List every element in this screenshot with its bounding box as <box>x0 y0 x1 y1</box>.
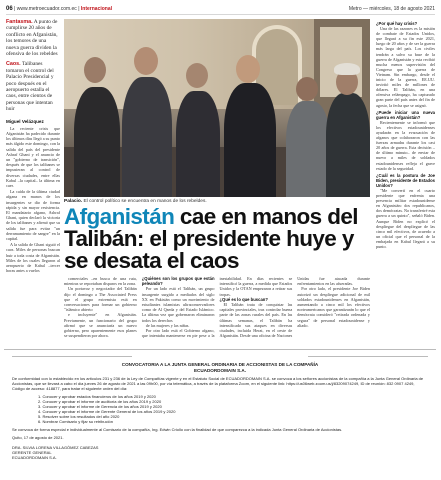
brief-text: A punto de cumplirse 20 años de conflicto en Afganistán, los temores de una nueva guerra dividen la ofensiva de los rebeldes <box>6 19 58 58</box>
paragraph: Por otro lado está el Gobierno afgano, que intentaba mantenerse en pie pese a la inestabilidad. En días recientes se intensificó la guerra, a medida que Estados Unidos y la OTAN empezaron a retirar sus tropas. <box>141 276 293 339</box>
question-heading: ¿Puede iniciar una nueva guerra en Afganistán? <box>376 109 435 120</box>
notice-note: Se convoca de forma especial e individualmente al Comisario de la compañía, Ing. Edwin Criollo con la finalidad de que comparezca a la indicada Junta General Ordinaria de Accionistas. <box>12 427 343 433</box>
paragraph: La reciente crisis que Afganistán ha padecido durante los últimos días llegó a su punto más álgido este domingo, con la salida del país del presidente Ashraf Ghani y el anuncio de un "gobierno de transición", después de que los talibanes se impusieran al control de diversas ciudades, entre ellas Kabul –la capital– la última en caer. <box>6 125 60 188</box>
notice-company: ECUADORDOMAIN S.A. <box>193 367 247 373</box>
divider <box>308 356 428 357</box>
headline <box>64 206 370 272</box>
paragraph: Recientemente se informó que los efectivos estadounidenses ayudarán en la evacuación de afganos que colaboraron con las fuerzas armadas durante los casi 20 años de guerra. Esta decisión –de último minuto– de enviar de nuevo a miles de soldados estadounidenses refleja el grave estado de la seguridad. <box>376 119 435 171</box>
agenda-item: 6. Nombrar Comisario y fijar su retribución <box>38 419 113 425</box>
headline-rest: cae en manos del Talibán: el presidente huye y se desata el caos <box>64 204 358 273</box>
paragraph: Por otro lado, el presidente Joe Biden autorizó un despliegue adicional de mil soldados estadounidenses en Afganistán, aumentando a cinco mil los efectivos norteamericanos que garantizarán lo que el demócrata consideró "retirada ordenada y segura" de personal estadounidense y aliado. <box>297 286 370 328</box>
paragraph: Un portavoz y negociador del Talibán dijo el domingo a The Associated Press que el grupo extremista está en conversaciones para formar un gobierno "islámico abierto <box>64 286 137 313</box>
paragraph: comerciales –en busca de una ruta, mientras se reportaban disparos en la zona. <box>64 276 137 287</box>
headline-highlight: Afganistán <box>64 204 175 229</box>
caption-text: El control político se encuentra en manos de los rebeldes. <box>83 199 207 204</box>
brief-keyword: Caos. <box>6 61 21 68</box>
article-intro <box>6 126 60 274</box>
question-heading: ¿Cuál es la postura de Joe Biden, presidente de Estados Unidos? <box>376 172 435 188</box>
photo-head <box>84 57 106 83</box>
agenda-item: 3. Conocer y aprobar el informe de Gerencia de los años 2019 y 2020 <box>38 404 162 410</box>
agenda-item: 1. Conocer y aprobar estados financieros de los años 2019 y 2020 <box>38 394 156 400</box>
caption-keyword: Palacio. <box>64 199 83 204</box>
subheading: ¿Quiénes son los grupos que están peleando? <box>141 276 215 287</box>
photo-person <box>286 101 330 197</box>
photo-person <box>326 93 370 197</box>
author-byline: Miguel Velázquez <box>6 118 44 124</box>
notice-title-line: CONVOCATORIA A LA JUNTA GENERAL ORDINARIA DE ACCIONISTAS DE LA COMPAÑÍA <box>121 362 319 367</box>
page-number: 06 <box>6 6 13 12</box>
agenda-list <box>38 394 428 424</box>
brief-text: Talibanes tomaron el control del Palacio Presidencial y poco después en el aeropuerto estalla el caos, entre cientos de personas que intentan huir <box>6 61 54 113</box>
issue-date: miércoles, 18 de agosto 2021 <box>369 6 435 12</box>
header-left: 06 | www.metroecuador.com.ec | Internacional <box>6 6 113 12</box>
news-photo <box>64 19 370 197</box>
section-name: Internacional <box>80 6 113 12</box>
website-link[interactable]: www.metroecuador.com.ec <box>16 6 77 12</box>
notice-body: De conformidad con lo establecido en los artículos 231 y 236 de la Ley de Compañías vigente y en el Estatuto Social de ECUADORDOMAIN S.A. se convoca a los señores accionistas de la compañía a la Junta General Ordinaria de Accionistas, que se llevará a cabo el día jueves 26 de agosto de 2021 a las 09h00, por vía telemática, a través de la plataforma Zoom, en el siguiente link: https://us06web.zoom.us/j/83209074249, ID de reunión: 832 0907 4249, Código de acceso: 418877, para tratar el siguiente orden del día: <box>12 376 424 392</box>
brief-fantasma <box>6 19 60 57</box>
paragraph: "Me convertí en el cuarto presidente que enfrenta una presencia militar estadounidense en Afganistán: dos republicanos, dos demócratas. No transferiré esta guerra a un quinto", señaló Biden. Aunque Biden no explicó el despliegue del despliegue de las cinco mil efectivos, de acuerdo a un oficial que el personal de la embajada en Kabul llegará a su punto. <box>376 188 435 250</box>
notice-company-name: ECUADORDOMAIN S.A. <box>12 455 57 461</box>
agenda-item: 5. Resolver sobre los resultados del año 2020 <box>38 414 120 420</box>
photo-head <box>186 63 208 88</box>
photo-head <box>236 55 260 83</box>
brand-name: Metro <box>348 6 362 12</box>
photo-person <box>74 87 120 197</box>
agenda-item: 2. Conocer y aprobar el informe de auditoría de los años 2019 y 2020 <box>38 399 162 405</box>
brief-keyword: Fantasma. <box>6 19 33 25</box>
photo-head <box>134 47 158 75</box>
photo-person <box>176 91 220 197</box>
photo-person <box>122 77 172 197</box>
paragraph: El Talibán trata de conquistar las capitales provinciales, tras controlar buena parte de las zonas rurales del país. En las últimas semanas, el Talibán ha intensificado sus ataques en diversas ciudades, incluida Herat, en el oeste de Afganistán. Desde una oficina de Naciones Unidas fue atacada durante enfrentamientos en las afueradas. <box>219 276 370 339</box>
divider <box>12 356 132 357</box>
photo-head <box>296 77 318 101</box>
article-body <box>64 276 370 346</box>
notice-place-date: Quito, 17 de agosto de 2021. <box>12 435 64 441</box>
brief-caos <box>6 61 60 112</box>
paragraph: Una de las razones es la misión de combate de Estados Unidos, que llegará a su fin este 2021, luego de 20 años y de ser la guerra más larga del país. Los civiles tendrán a salvo su base de la guerra de Afganistán y esta recibió mucha menos supervisión del Congreso que la guerra de Vietnam. Sin embargo, desde el inicio de la guerra, EE.UU. invirtió miles de millones de dólares. El Talibán, en una ofensiva relámpago, ha capturado gran parte del país antes del fin de agosto, la fecha que se asignó. <box>376 26 435 108</box>
left-column <box>6 19 60 274</box>
notice-title <box>12 362 428 373</box>
paragraph: A la salida de Ghani siguió el caos. Miles de personas buscan huir a toda costa de Afganistán. Miles de los cuales llegaron al aeropuerto de Kabul –tercer horas antes a vuelos <box>6 242 60 274</box>
notice-role: GERENTE GENERAL <box>12 450 52 456</box>
agenda-item: 4. Conocer y aprobar el informe de Gerente General de los años 2019 y 2020 <box>38 409 176 415</box>
photo-turban <box>334 63 360 75</box>
paragraph: La caída de la última ciudad afgana en manos de los insurgentes se dio de forma rápida y sin mayor resistencia. El mandatario afgano, Ashraf Ghani, quien declaró la victoria de los talibanes y afirmó que su salida fue para evitar "un derramamiento de sangre" en la capital. <box>6 189 60 241</box>
right-column <box>376 19 435 249</box>
paragraph: de las mujeres y las niñas. <box>145 322 190 328</box>
subheading: ¿Qué es lo que buscan? <box>219 296 268 302</box>
notice-signer: DRA. SILVIA LORENA VILLAGÓMEZ CABEZAS <box>12 445 99 451</box>
paragraph: Por un lado está el Talibán, un grupo insurgente surgido a mediados del siglo XX en Pakistán como un movimiento de estudiantes islamistas ultraconservadores como de Al Qaeda y del Estado Islámico. La última vez que gobernaron eliminaron todos los derechos <box>141 286 215 323</box>
photo-person <box>224 83 276 197</box>
question-heading: ¿Por qué hay crisis? <box>376 21 418 26</box>
legal-notice <box>4 349 436 477</box>
page-header <box>6 4 435 15</box>
header-right: Metro — miércoles, 18 de agosto 2021 <box>348 6 435 12</box>
paragraph: e incluyente" en Afganistán. Previamente, un funcionario del grupo afirmó que se anunciaría un nuevo gobierno, pero aparentemente esos planes se suspendieron por ahora. <box>64 312 137 339</box>
